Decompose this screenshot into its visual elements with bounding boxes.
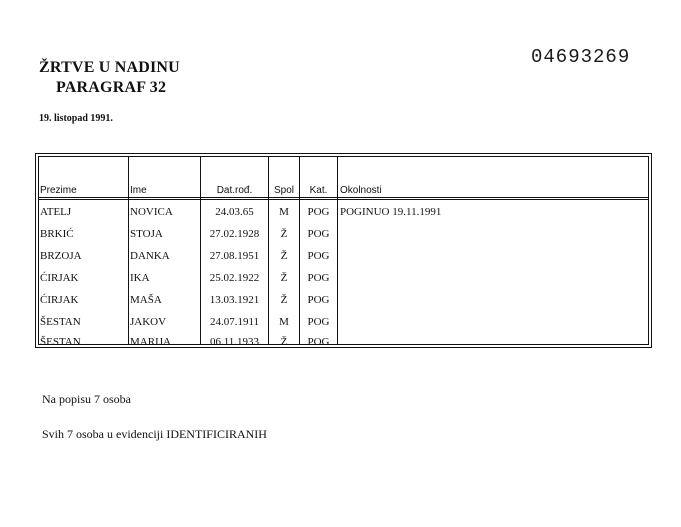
- cell-ime: JAKOV: [130, 316, 167, 328]
- cell-spol: M: [279, 206, 289, 218]
- header-divider: [39, 197, 648, 198]
- header-prezime: Prezime: [40, 185, 77, 196]
- cell-ime: MAŠA: [130, 294, 162, 306]
- cell-spol: Ž: [280, 336, 288, 348]
- cell-ime: MARIJA: [130, 336, 171, 348]
- header-spol: Spol: [273, 185, 294, 196]
- cell-kat: POG: [307, 228, 330, 240]
- cell-prezime: ĆIRJAK: [40, 294, 79, 306]
- cell-prezime: ŠESTAN: [40, 336, 81, 348]
- cell-ime: STOJA: [130, 228, 163, 240]
- document-date: 19. listopad 1991.: [39, 113, 113, 124]
- cell-prezime: ATELJ: [40, 206, 72, 218]
- cell-prezime: ŠESTAN: [40, 316, 81, 328]
- document-title: ŽRTVE U NADINU: [39, 59, 180, 76]
- cell-spol: Ž: [280, 294, 288, 306]
- cell-ime: DANKA: [130, 250, 170, 262]
- column-divider: [128, 157, 129, 344]
- cell-kat: POG: [307, 272, 330, 284]
- cell-spol: Ž: [280, 250, 288, 262]
- cell-dat-rod: 13.03.1921: [209, 294, 260, 306]
- cell-ime: IKA: [130, 272, 150, 284]
- identification-summary: Svih 7 osoba u evidenciji IDENTIFICIRANIH: [42, 427, 267, 441]
- header-okolnosti: Okolnosti: [340, 185, 382, 196]
- cell-okolnosti: POGINUO 19.11.1991: [340, 206, 442, 218]
- cell-dat-rod: 24.07.1911: [209, 316, 260, 328]
- cell-dat-rod: 27.02.1928: [209, 228, 260, 240]
- cell-kat: POG: [307, 316, 330, 328]
- header-dat-rod: Dat.rođ.: [216, 185, 253, 196]
- cell-spol: Ž: [280, 228, 288, 240]
- cell-kat: POG: [307, 206, 330, 218]
- cell-dat-rod: 27.08.1951: [209, 250, 260, 262]
- table-inner-border: [38, 156, 649, 348]
- cell-kat: POG: [307, 250, 330, 262]
- document-subtitle: PARAGRAF 32: [56, 79, 167, 96]
- cell-prezime: BRKIĆ: [40, 228, 74, 240]
- header-divider-double: [39, 199, 648, 200]
- cell-spol: M: [279, 316, 289, 328]
- cell-dat-rod: 06.11.1933: [209, 336, 260, 348]
- cell-kat: POG: [307, 336, 330, 348]
- cell-dat-rod: 25.02.1922: [209, 272, 260, 284]
- header-ime: Ime: [130, 185, 147, 196]
- cell-prezime: BRZOJA: [40, 250, 82, 262]
- cell-dat-rod: 24.03.65: [215, 206, 254, 218]
- document-number: 04693269: [531, 46, 631, 68]
- cell-prezime: ĆIRJAK: [40, 272, 79, 284]
- victims-table: [35, 153, 652, 348]
- cell-spol: Ž: [280, 272, 288, 284]
- count-summary: Na popisu 7 osoba: [42, 392, 131, 406]
- cell-ime: NOVICA: [130, 206, 173, 218]
- cell-kat: POG: [307, 294, 330, 306]
- column-divider: [337, 157, 338, 344]
- header-kat: Kat.: [309, 185, 328, 196]
